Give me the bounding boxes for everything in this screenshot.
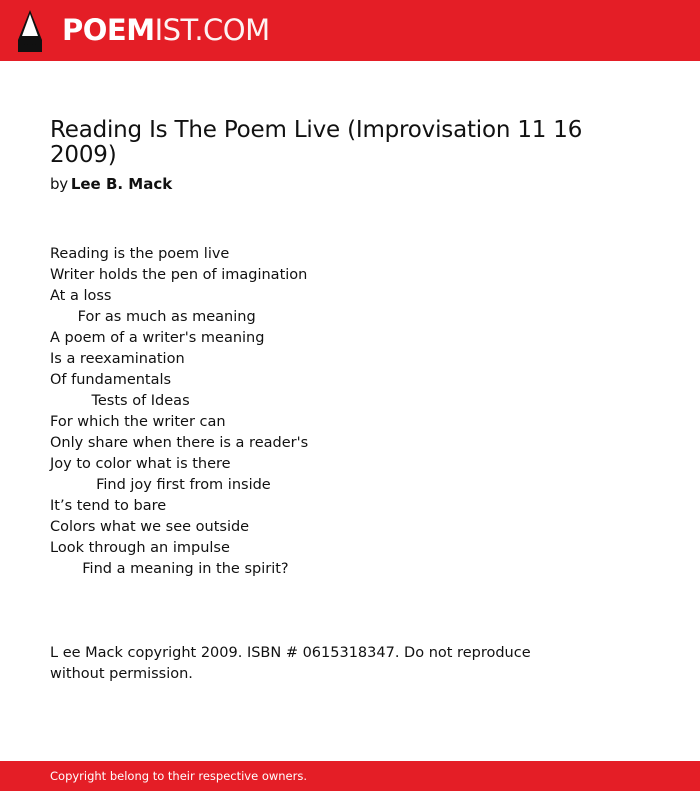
poem-line: For which the writer can (50, 414, 226, 430)
byline (50, 174, 172, 194)
author-name[interactable]: Lee B. Mack (70, 175, 173, 193)
poem-line: For as much as meaning (50, 309, 256, 325)
logo-bold-text: POEM (62, 13, 155, 47)
footer-text: Copyright belong to their respective owners. (50, 769, 308, 783)
poem-line: Tests of Ideas (50, 393, 190, 409)
poem-line: Writer holds the pen of imagination (50, 267, 308, 283)
poem-line: Of fundamentals (50, 372, 172, 388)
poem-line: At a loss (50, 288, 112, 304)
poem-line: Only share when there is a reader's (50, 435, 309, 451)
site-footer (0, 761, 700, 791)
poem-line: A poem of a writer's meaning (50, 330, 265, 346)
poem-line: Find joy first from inside (50, 477, 271, 493)
poem-line: Find a meaning in the spirit? (50, 561, 289, 577)
poem-body (50, 244, 610, 580)
poem-line: Colors what we see outside (50, 519, 250, 535)
logo-light-text: IST.COM (154, 13, 270, 47)
poem-line: Reading is the poem live (50, 246, 230, 262)
poem-title: Reading Is The Poem Live (Improvisation 11 16 2009) (50, 117, 583, 168)
poem-line: Joy to color what is there (50, 456, 231, 472)
site-header (0, 0, 700, 61)
copyright-notice: L ee Mack copyright 2009. ISBN # 0615318347. Do not reproduce without permission. (50, 645, 531, 682)
poem-line: Is a reexamination (50, 351, 185, 367)
site-logo[interactable] (62, 13, 270, 47)
poem-line: Look through an impulse (50, 540, 230, 556)
by-label: by (50, 175, 68, 193)
poem-line: It’s tend to bare (50, 498, 167, 514)
pencil-icon (18, 10, 42, 52)
